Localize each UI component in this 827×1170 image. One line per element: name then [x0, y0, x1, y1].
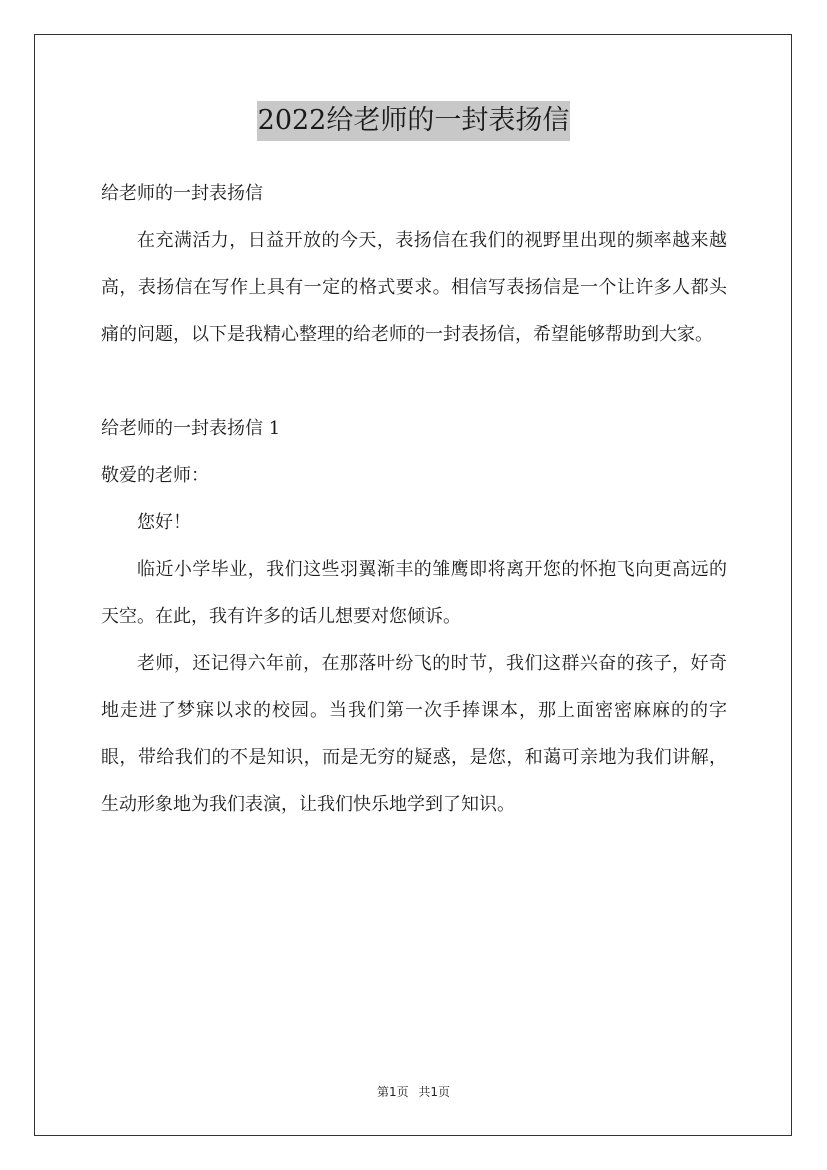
- document-title: 2022给老师的一封表扬信: [257, 101, 571, 141]
- subtitle: 给老师的一封表扬信: [101, 183, 263, 204]
- section-heading: 给老师的一封表扬信 1: [101, 418, 281, 439]
- page-number: 第1页: [376, 1085, 409, 1099]
- blank-line: [101, 358, 727, 405]
- body-paragraph-2: 老师，还记得六年前，在那落叶纷飞的时节，我们这群兴奋的孩子，好奇地走进了梦寐以求的校园。当我们第一次手捧课本，那上面密密麻麻的的字眼，带给我们的不是知识，而是无穷的疑惑，是您，和蔼可亲地为我们讲解，生动形象地为我们表演，让我们快乐地学到了知识。: [101, 653, 727, 815]
- document-body: [101, 170, 727, 828]
- intro-paragraph: 在充满活力，日益开放的今天，表扬信在我们的视野里出现的频率越来越高，表扬信在写作上具有一定的格式要求。相信写表扬信是一个让许多人都头痛的问题，以下是我精心整理的给老师的一封表扬信，希望能够帮助到大家。: [101, 230, 727, 345]
- greeting-paragraph: 您好！: [137, 512, 191, 533]
- page-footer: [0, 1083, 827, 1100]
- title-container: [0, 101, 827, 141]
- salutation: 敬爱的老师：: [101, 465, 209, 486]
- body-paragraph-1: 临近小学毕业，我们这些羽翼渐丰的雏鹰即将离开您的怀抱飞向更高远的天空。在此，我有许多的话儿想要对您倾诉。: [101, 559, 727, 627]
- page-total: 共1页: [418, 1085, 451, 1099]
